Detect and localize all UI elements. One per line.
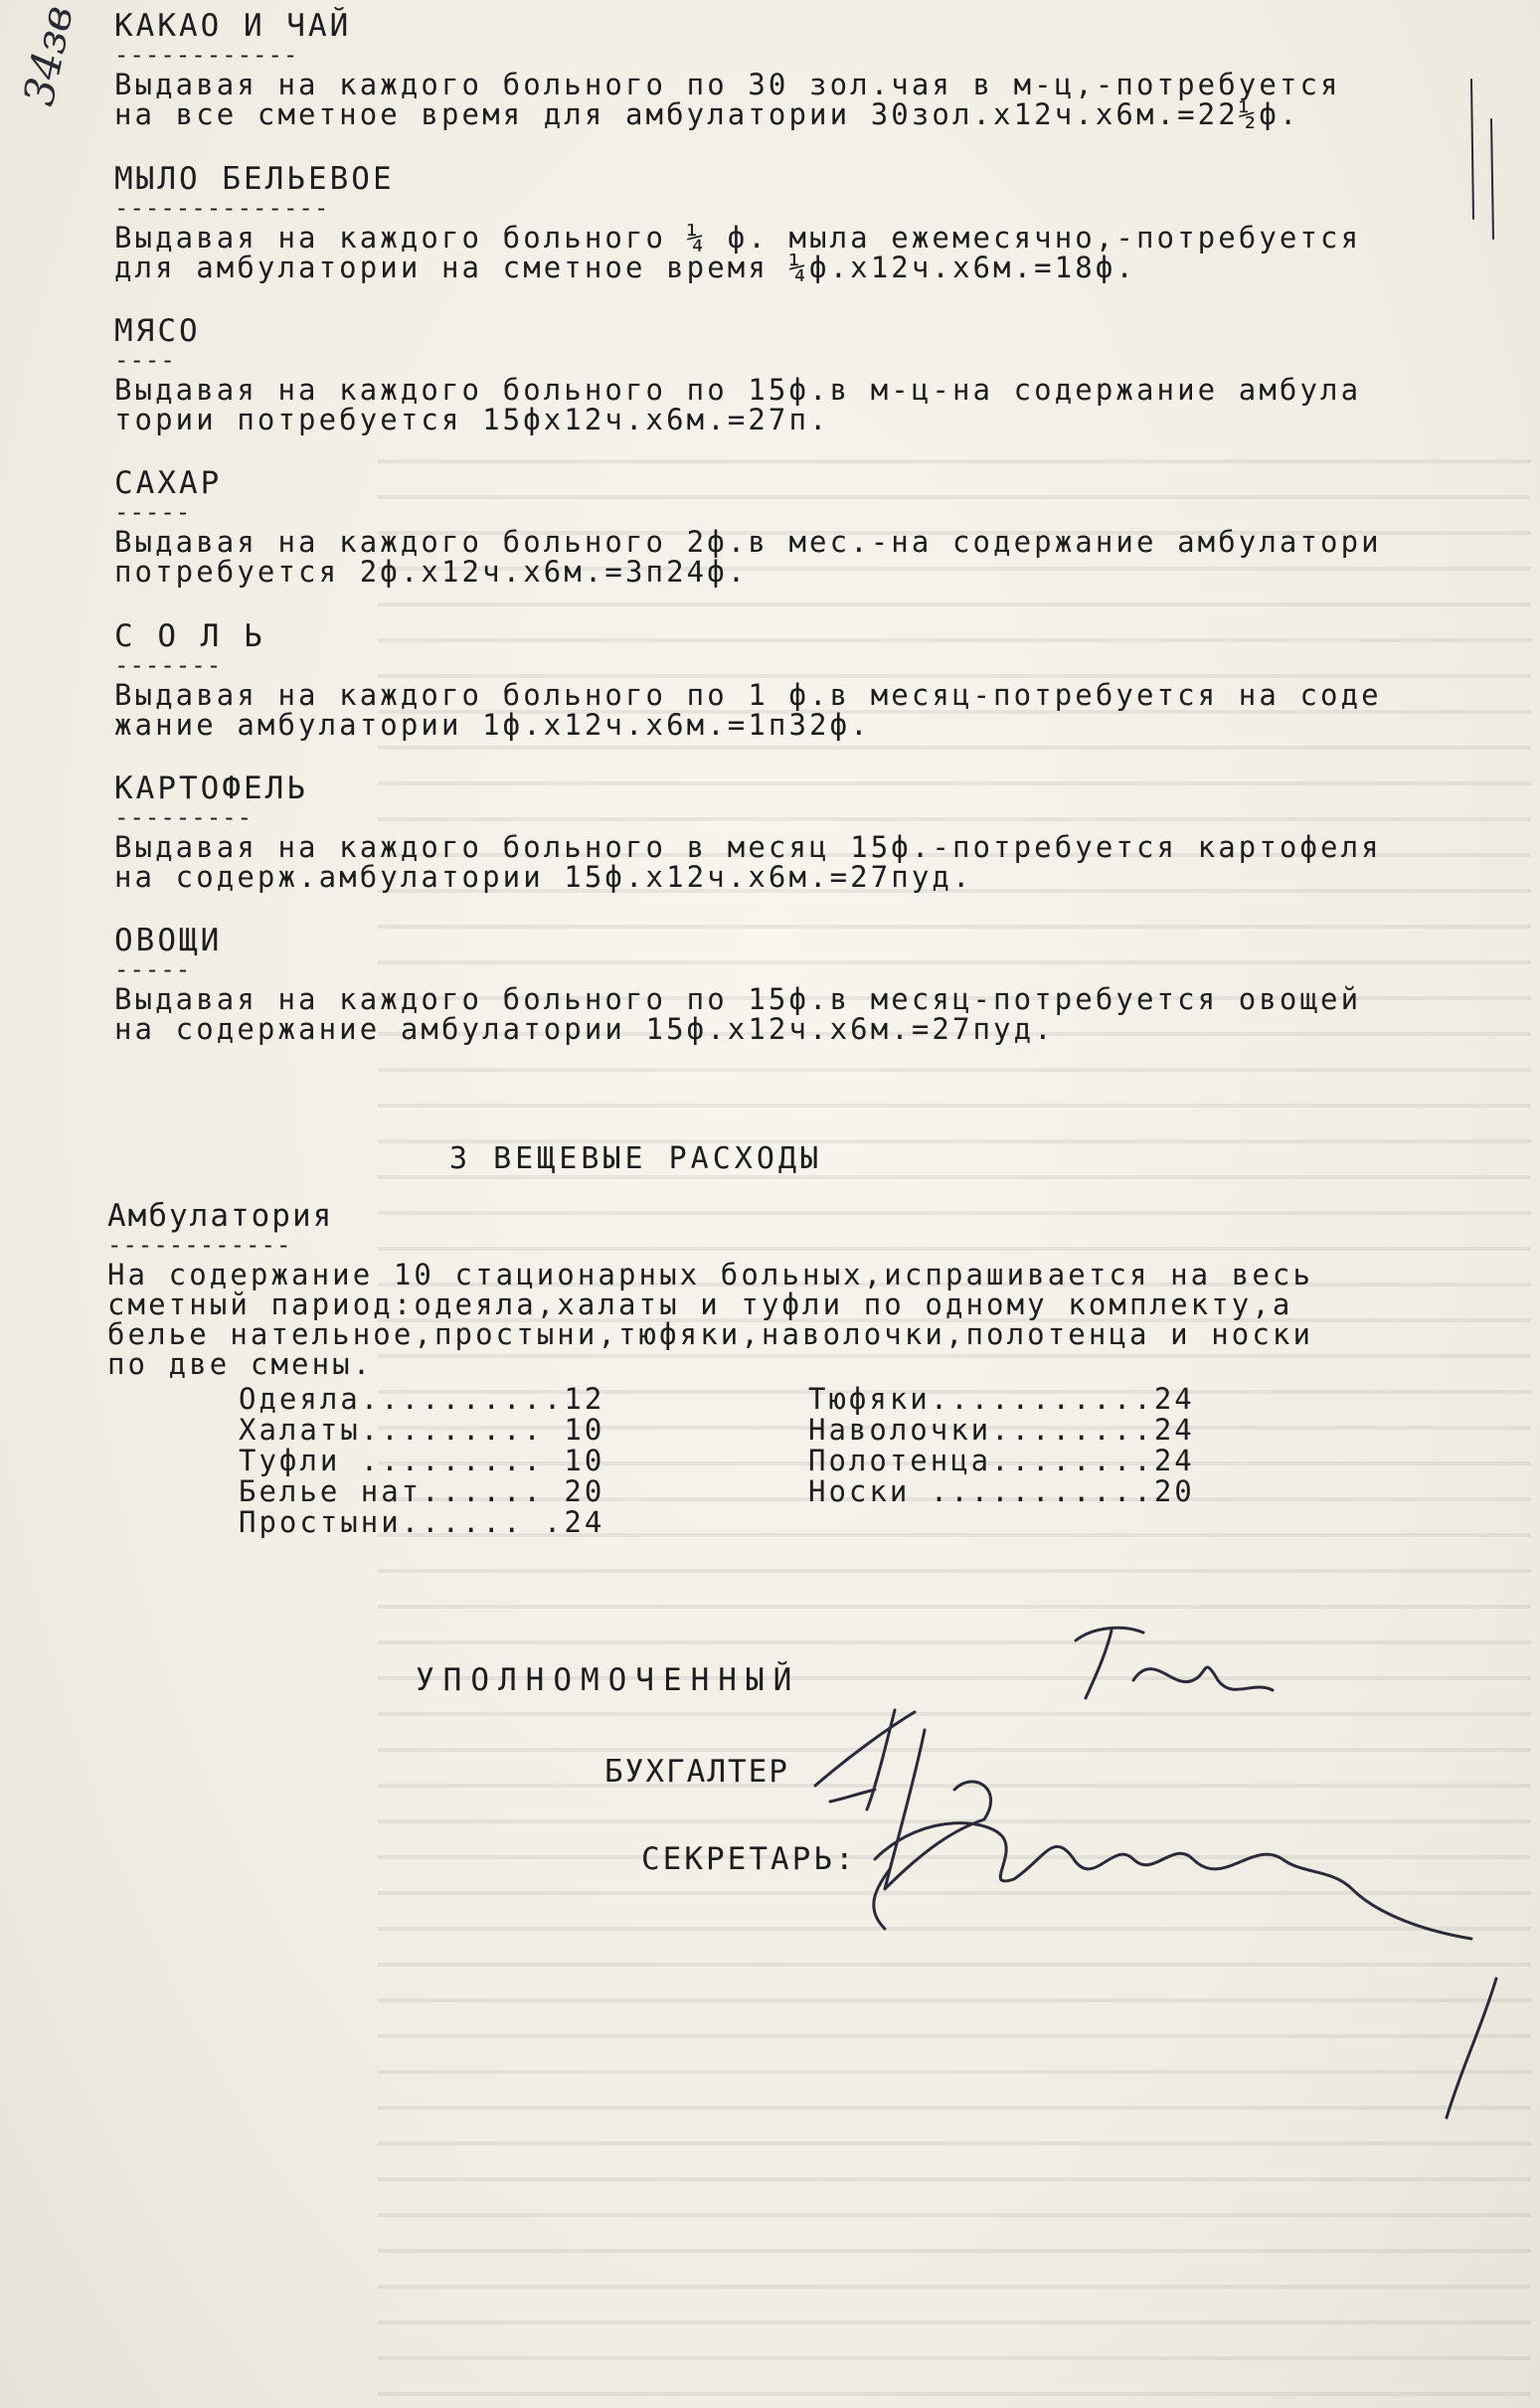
section-heading: ОВОЩИ bbox=[114, 923, 223, 958]
section-meat bbox=[114, 313, 1496, 434]
item-qty: 10 bbox=[564, 1413, 605, 1447]
section-line: Выдавая на каждого больного по 1 ф.в месяц-потребуется на соде bbox=[114, 678, 1382, 712]
section-potato bbox=[114, 771, 1496, 892]
item-qty: 20 bbox=[564, 1474, 605, 1508]
section-underline: ----- bbox=[114, 498, 192, 526]
section-heading: КАКАО И ЧАЙ bbox=[114, 8, 352, 44]
item-qty: .24 bbox=[1133, 1444, 1195, 1477]
item-qty: .24 bbox=[543, 1505, 605, 1539]
item-name: Простыни...... bbox=[239, 1505, 544, 1539]
section-line: Выдавая на каждого больного по 30 зол.чая в м-ц,-потребуется bbox=[114, 68, 1341, 101]
section-underline: -------------- bbox=[114, 194, 330, 222]
section-vegetables bbox=[114, 923, 1496, 1044]
item-name: Носки .......... bbox=[808, 1474, 1134, 1508]
section-cocoa bbox=[114, 8, 1496, 129]
list-item bbox=[808, 1384, 1195, 1415]
section-heading: Амбулатория bbox=[107, 1198, 334, 1234]
list-item bbox=[239, 1384, 604, 1415]
list-item bbox=[239, 1415, 604, 1446]
secretary-label: СЕКРЕТАРЬ: bbox=[641, 1841, 857, 1877]
list-item bbox=[239, 1476, 604, 1507]
item-name: Тюфяки.......... bbox=[808, 1382, 1134, 1416]
item-qty: .24 bbox=[1133, 1413, 1195, 1447]
item-qty: .20 bbox=[1133, 1474, 1195, 1508]
section-underline: ---- bbox=[114, 346, 176, 374]
item-qty: 12 bbox=[564, 1382, 605, 1416]
section-line: на содержание амбулатории 15ф.х12ч.х6м.=27пуд. bbox=[114, 1012, 1055, 1046]
section-salt bbox=[114, 618, 1496, 740]
section-line: Выдавая на каждого больного ¼ ф. мыла ежемесячно,-потребуется bbox=[114, 221, 1362, 255]
section-line: На содержание 10 стационарных больных,испрашивается на весь bbox=[107, 1258, 1314, 1291]
item-name: Белье нат...... bbox=[239, 1474, 565, 1508]
list-item bbox=[808, 1415, 1195, 1446]
section-line: на содерж.амбулатории 15ф.х12ч.х6м.=27пуд. bbox=[114, 860, 973, 894]
item-name: Туфли ......... bbox=[239, 1444, 565, 1477]
section-line: Выдавая на каждого больного 2ф.в мес.-на содержание амбулатори bbox=[114, 525, 1382, 559]
section-underline: ------------ bbox=[114, 41, 299, 69]
item-name: Полотенца....... bbox=[808, 1444, 1134, 1477]
section-line: потребуется 2ф.х12ч.х6м.=3п24ф. bbox=[114, 555, 749, 589]
section-heading: МЫЛО БЕЛЬЕВОЕ bbox=[114, 161, 395, 197]
section-line: на все сметное время для амбулатории 30зол.х12ч.х6м.=22½ф. bbox=[114, 97, 1300, 131]
section-underline: ------------ bbox=[107, 1231, 292, 1259]
section-line: Выдавая на каждого больного по 15ф.в месяц-потребуется овощей bbox=[114, 982, 1362, 1016]
section-line: сметный париод:одеяла,халаты и туфли по одному комплекту,а bbox=[107, 1288, 1293, 1321]
item-name: Одеяла.......... bbox=[239, 1382, 565, 1416]
items-list-right bbox=[808, 1384, 1195, 1507]
list-item bbox=[239, 1446, 604, 1476]
archive-margin-note: 34зв bbox=[14, 1, 83, 110]
section-ambulance bbox=[107, 1198, 1489, 1379]
section-line: для амбулатории на сметное время ¼ф.х12ч.х6м.=18ф. bbox=[114, 251, 1136, 284]
section-line: тории потребуется 15фх12ч.х6м.=27п. bbox=[114, 403, 830, 436]
section-underline: ------- bbox=[114, 651, 223, 679]
section-line: белье нательное,простыни,тюфяки,наволочки,полотенца и носки bbox=[107, 1317, 1314, 1351]
list-item bbox=[808, 1476, 1195, 1507]
section-underline: ----- bbox=[114, 955, 192, 983]
section-heading: С О Л Ь bbox=[114, 618, 265, 654]
section-heading: САХАР bbox=[114, 465, 223, 501]
section-sugar bbox=[114, 465, 1496, 587]
section-line: по две смены. bbox=[107, 1347, 374, 1381]
item-qty: 10 bbox=[564, 1444, 605, 1477]
item-name: Наволочки....... bbox=[808, 1413, 1134, 1447]
list-item bbox=[808, 1446, 1195, 1476]
authorized-signature bbox=[1076, 1628, 1273, 1698]
section-line: Выдавая на каждого больного по 15ф.в м-ц-на содержание амбула bbox=[114, 373, 1362, 407]
section-heading: КАРТОФЕЛЬ bbox=[114, 771, 308, 806]
secretary-signature bbox=[874, 1823, 1471, 1939]
accountant-label: БУХГАЛТЕР bbox=[604, 1754, 789, 1790]
section-underline: --------- bbox=[114, 803, 254, 831]
item-name: Халаты......... bbox=[239, 1413, 565, 1447]
authorized-label: УПОЛНОМОЧЕННЫЙ bbox=[416, 1662, 801, 1698]
list-item bbox=[239, 1507, 604, 1538]
item-qty: .24 bbox=[1133, 1382, 1195, 1416]
goods-expenses-heading: 3 ВЕЩЕВЫЕ РАСХОДЫ bbox=[449, 1141, 823, 1176]
section-line: жание амбулатории 1ф.х12ч.х6м.=1п32ф. bbox=[114, 708, 871, 742]
section-line: Выдавая на каждого больного в месяц 15ф.-потребуется картофеля bbox=[114, 830, 1382, 864]
section-soap bbox=[114, 161, 1496, 282]
section-heading: МЯСО bbox=[114, 313, 201, 349]
items-list-left bbox=[239, 1384, 604, 1538]
signature-flourish bbox=[1447, 1978, 1496, 2118]
